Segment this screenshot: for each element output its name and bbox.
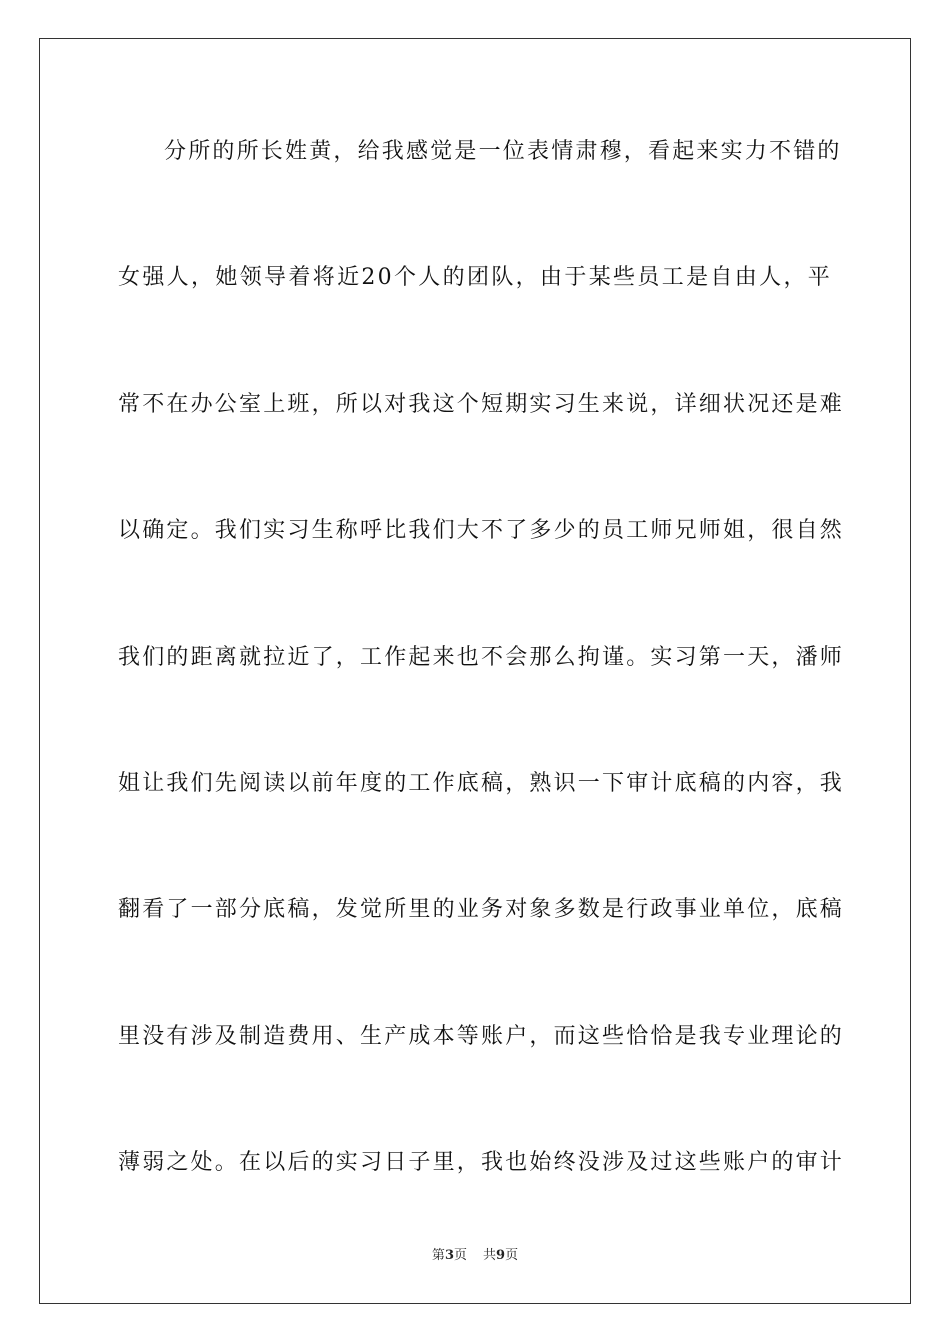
text-line: 女强人，她领导着将近20个人的团队，由于某些员工是自由人，平 — [118, 265, 832, 291]
text-line: 薄弱之处。在以后的实习日子里，我也始终没涉及过这些账户的审计 — [118, 1150, 845, 1176]
document-body — [118, 128, 845, 1266]
text-line: 里没有涉及制造费用、生产成本等账户，而这些恰恰是我专业理论的 — [118, 1023, 845, 1049]
total-suffix: 页 — [505, 1248, 519, 1263]
total-pages: 9 — [496, 1248, 506, 1263]
page-number: 3 — [444, 1248, 454, 1263]
page-suffix: 页 — [453, 1248, 467, 1263]
text-line: 翻看了一部分底稿，发觉所里的业务对象多数是行政事业单位，底稿 — [118, 897, 845, 923]
text-line: 常不在办公室上班，所以对我这个短期实习生来说，详细状况还是难 — [118, 391, 845, 417]
text-line: 我们的距离就拉近了，工作起来也不会那么拘谨。实习第一天，潘师 — [118, 644, 845, 670]
page-prefix: 第 — [431, 1248, 445, 1263]
text-line: 以确定。我们实习生称呼比我们大不了多少的员工师兄师姐，很自然 — [118, 518, 845, 544]
text-line: 分所的所长姓黄，给我感觉是一位表情肃穆，看起来实力不错的 — [164, 139, 842, 164]
total-prefix: 共 — [483, 1248, 497, 1263]
text-line: 姐让我们先阅读以前年度的工作底稿，熟识一下审计底稿的内容，我 — [118, 770, 845, 796]
page-footer — [0, 1244, 950, 1263]
